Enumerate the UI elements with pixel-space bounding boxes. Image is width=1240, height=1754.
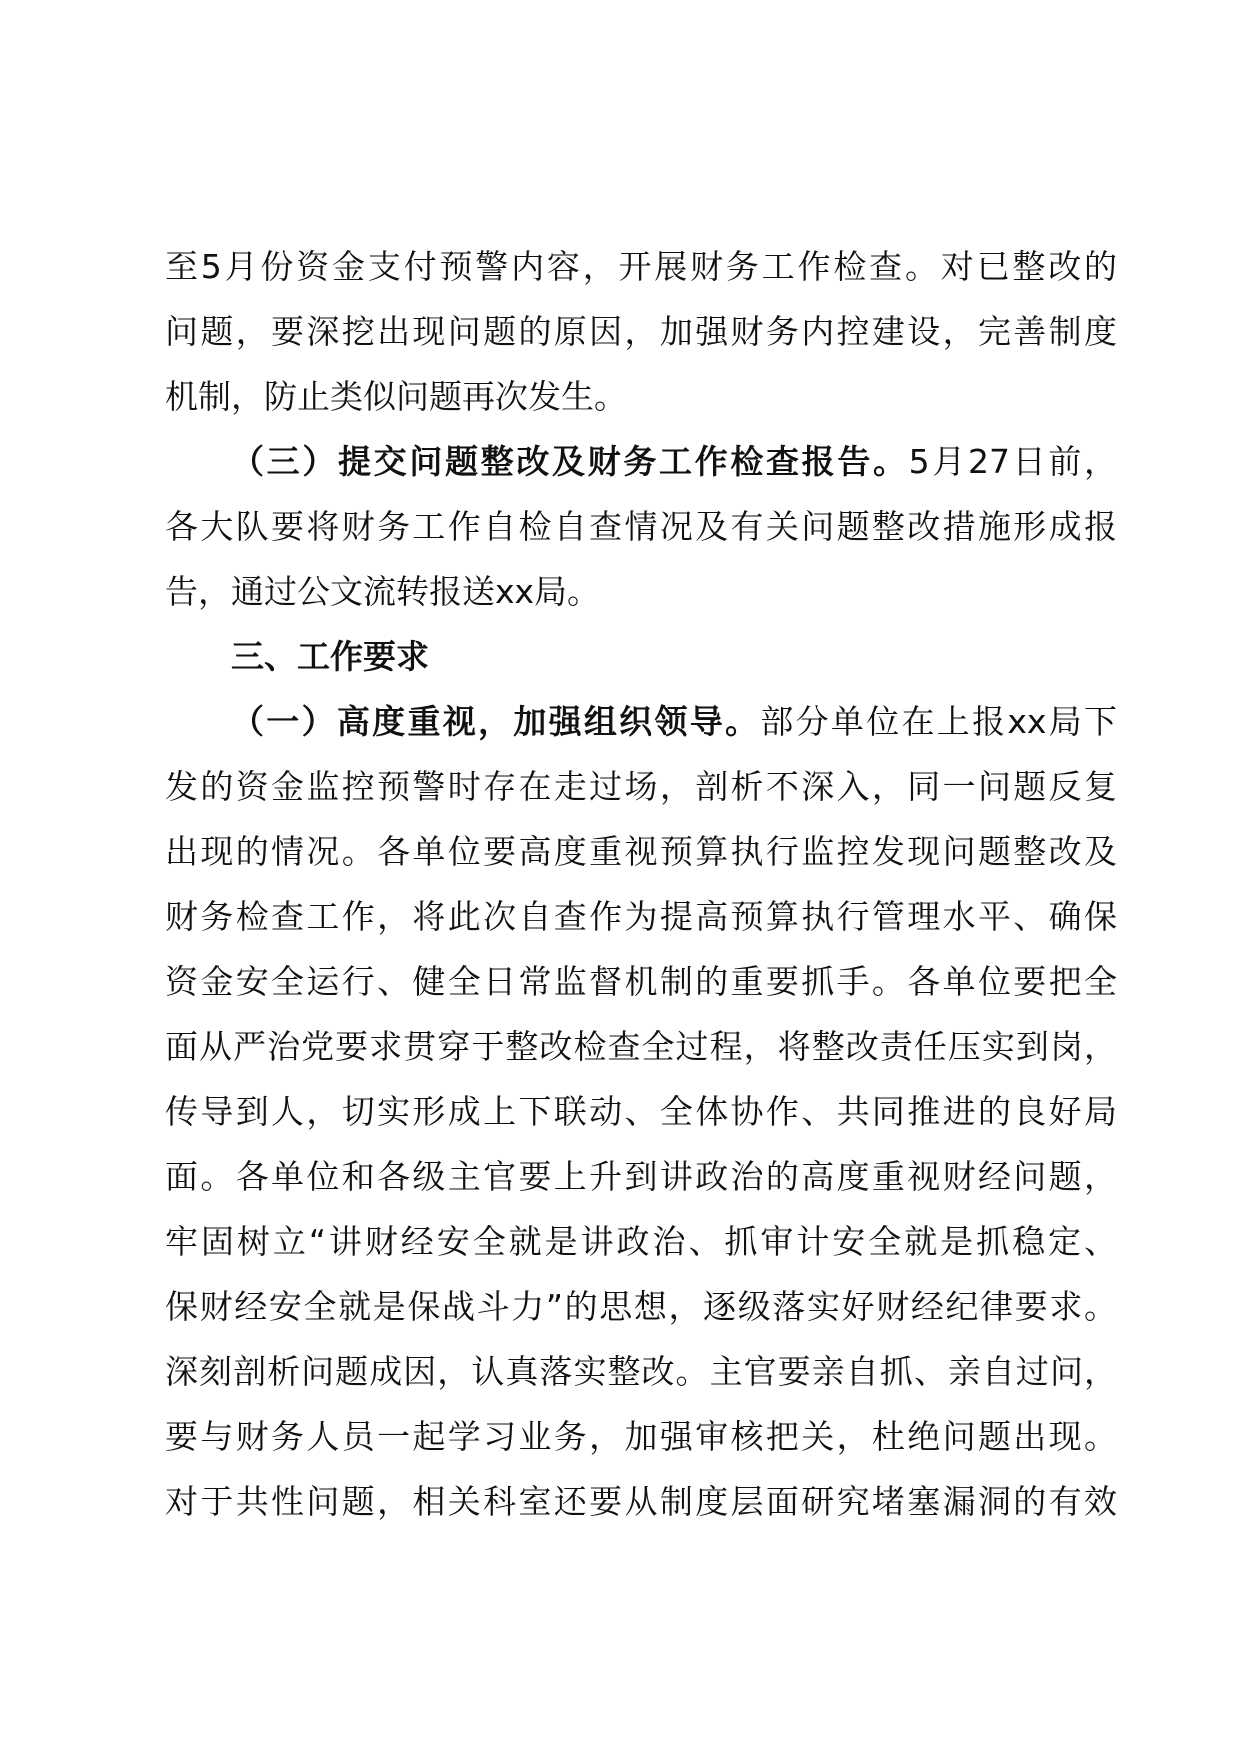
subsection-line <box>165 429 1117 494</box>
paragraph-text: 5月27日前， <box>908 442 1117 481</box>
paragraph-line: 要与财务人员一起学习业务，加强审核把关，杜绝问题出现。 <box>165 1417 1117 1456</box>
paragraph-line: 深刻剖析问题成因，认真落实整改。主官要亲自抓、亲自过问， <box>165 1352 1117 1391</box>
section-heading-text: 三、工作要求 <box>231 637 429 676</box>
paragraph-line: 面。各单位和各级主官要上升到讲政治的高度重视财经问题， <box>165 1157 1117 1196</box>
subsection-line <box>165 689 1117 754</box>
paragraph-line: 问题，要深挖出现问题的原因，加强财务内控建设，完善制度 <box>165 312 1117 351</box>
paragraph-line: 牢固树立“讲财经安全就是讲政治、抓审计安全就是抓稳定、 <box>165 1222 1117 1261</box>
paragraph-text: 部分单位在上报xx局下 <box>760 702 1118 741</box>
paragraph-line: 出现的情况。各单位要高度重视预算执行监控发现问题整改及 <box>165 832 1117 871</box>
paragraph-line: 传导到人，切实形成上下联动、全体协作、共同推进的良好局 <box>165 1092 1117 1131</box>
paragraph-line: 资金安全运行、健全日常监督机制的重要抓手。各单位要把全 <box>165 962 1117 1001</box>
paragraph-line: 发的资金监控预警时存在走过场，剖析不深入，同一问题反复 <box>165 767 1117 806</box>
document-page <box>165 234 1117 1534</box>
paragraph-line: 至5月份资金支付预警内容，开展财务工作检查。对已整改的 <box>165 247 1117 286</box>
section-heading <box>165 624 1117 689</box>
paragraph-line: 机制，防止类似问题再次发生。 <box>165 377 627 416</box>
subsection-heading: （三）提交问题整改及财务工作检查报告。 <box>231 442 909 481</box>
paragraph-line: 面从严治党要求贯穿于整改检查全过程，将整改责任压实到岗， <box>165 1027 1117 1066</box>
paragraph-line: 财务检查工作，将此次自查作为提高预算执行管理水平、确保 <box>165 897 1117 936</box>
paragraph-line: 保财经安全就是保战斗力”的思想，逐级落实好财经纪律要求。 <box>165 1287 1117 1326</box>
paragraph-line: 对于共性问题，相关科室还要从制度层面研究堵塞漏洞的有效 <box>165 1482 1117 1521</box>
subsection-heading: （一）高度重视，加强组织领导。 <box>231 702 761 741</box>
paragraph-line: 告，通过公文流转报送xx局。 <box>165 572 601 611</box>
paragraph-line: 各大队要将财务工作自检自查情况及有关问题整改措施形成报 <box>165 507 1117 546</box>
